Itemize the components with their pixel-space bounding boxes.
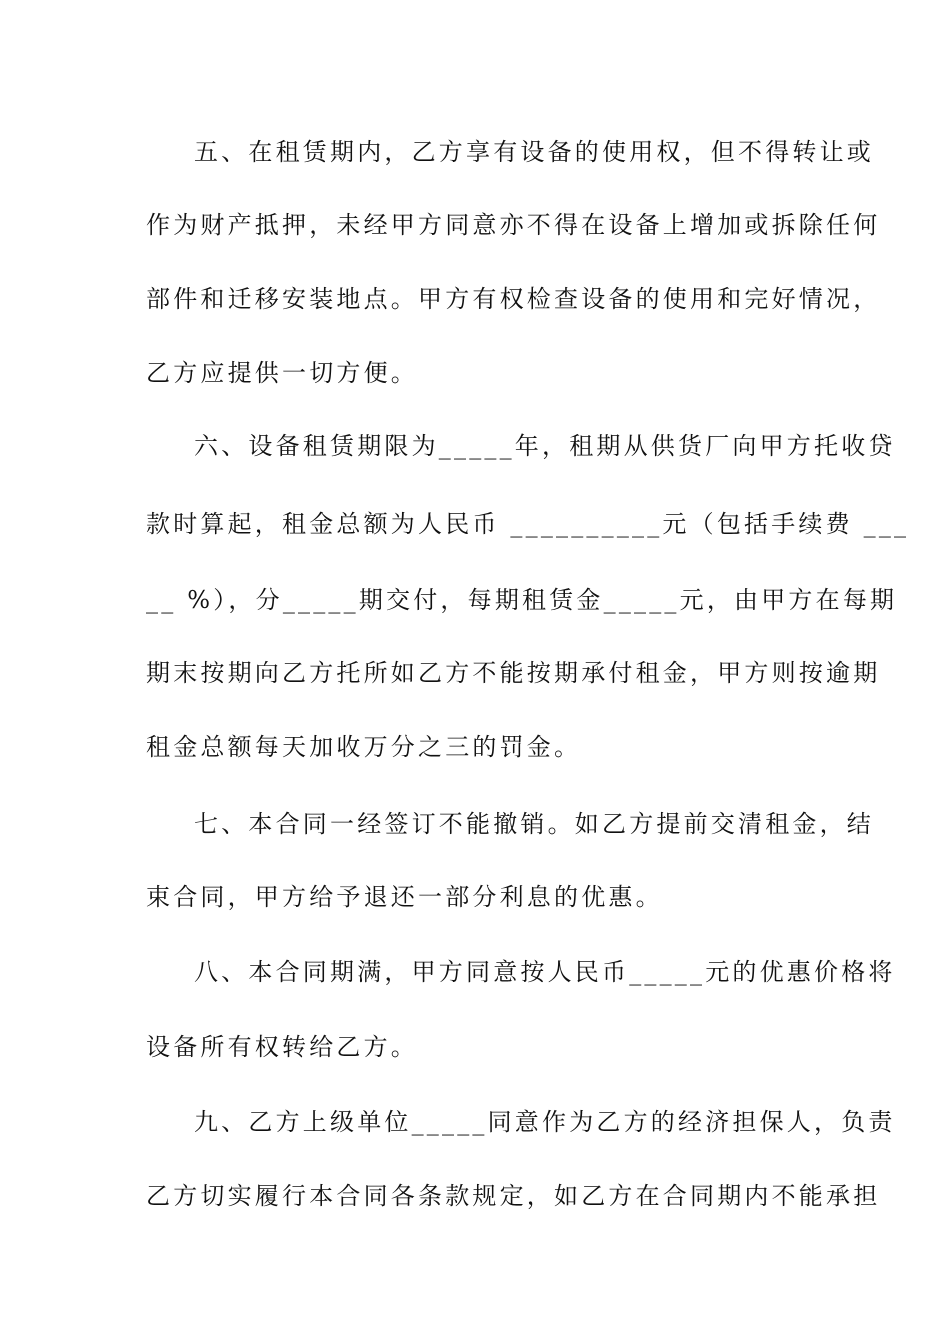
clause-7-line-2: 束合同，甲方给予退还一部分利息的优惠。 [146,883,663,911]
clause-6-line-1: 六、设备租赁期限为_____年，租期从供货厂向甲方托收贷 [194,432,896,460]
clause-7-line-1: 七、本合同一经签订不能撤销。如乙方提前交清租金，结 [194,810,874,838]
clause-6-line-5: 租金总额每天加收万分之三的罚金。 [146,733,582,761]
clause-5-line-1: 五、在租赁期内，乙方享有设备的使用权，但不得转让或 [194,138,874,166]
clause-8-line-1: 八、本合同期满，甲方同意按人民币_____元的优惠价格将 [194,958,896,986]
clause-5-line-2: 作为财产抵押，未经甲方同意亦不得在设备上增加或拆除任何 [146,211,881,239]
clause-9-line-2: 乙方切实履行本合同各条款规定，如乙方在合同期内不能承担 [146,1182,881,1210]
clause-8-line-2: 设备所有权转给乙方。 [146,1033,418,1061]
clause-6-line-2: 款时算起，租金总额为人民币 __________元（包括手续费 ___ [146,510,910,538]
clause-9-line-1: 九、乙方上级单位_____同意作为乙方的经济担保人，负责 [194,1108,896,1136]
clause-6-line-4: 期末按期向乙方托所如乙方不能按期承付租金，甲方则按逾期 [146,659,881,687]
clause-5-line-4: 乙方应提供一切方便。 [146,359,418,387]
clause-5-line-3: 部件和迁移安装地点。甲方有权检查设备的使用和完好情况， [146,285,881,313]
clause-6-line-3: __ %），分_____期交付，每期租赁金_____元，由甲方在每期 [146,586,898,614]
